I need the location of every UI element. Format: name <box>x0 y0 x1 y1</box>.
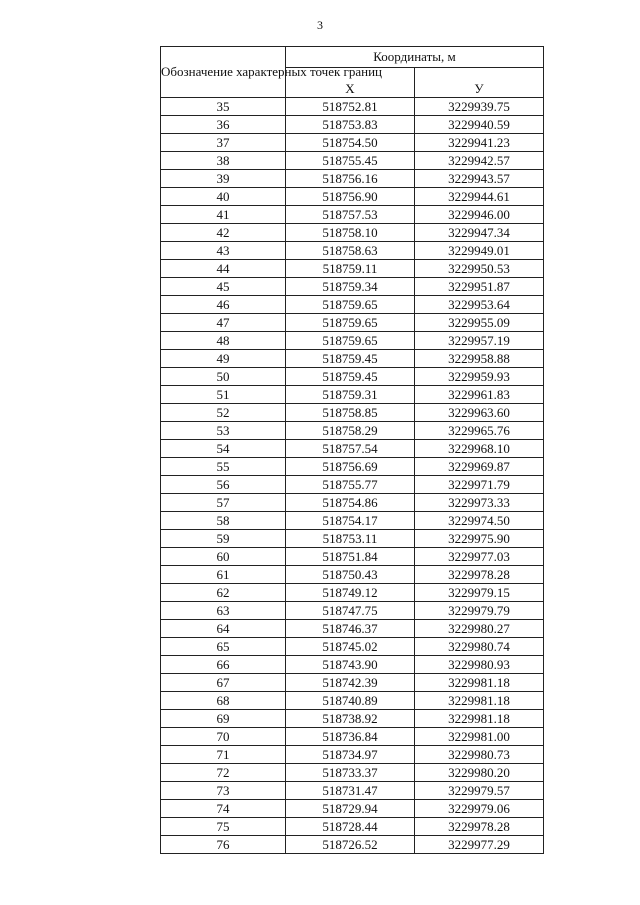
table-row <box>161 134 544 152</box>
point-number-cell: 40 <box>161 188 286 206</box>
y-coordinate-cell: 3229981.18 <box>415 710 544 728</box>
x-coordinate-cell: 518738.92 <box>286 710 415 728</box>
y-coordinate-cell: 3229961.83 <box>415 386 544 404</box>
y-coordinate-cell: 3229980.74 <box>415 638 544 656</box>
x-coordinate-cell: 518745.02 <box>286 638 415 656</box>
table-row <box>161 800 544 818</box>
point-number-cell: 47 <box>161 314 286 332</box>
table-row <box>161 728 544 746</box>
x-coordinate-cell: 518729.94 <box>286 800 415 818</box>
y-coordinate-cell: 3229939.75 <box>415 98 544 116</box>
point-number-cell: 53 <box>161 422 286 440</box>
y-coordinate-cell: 3229950.53 <box>415 260 544 278</box>
x-coordinate-cell: 518753.11 <box>286 530 415 548</box>
point-number-cell: 50 <box>161 368 286 386</box>
y-coordinate-cell: 3229971.79 <box>415 476 544 494</box>
x-coordinate-cell: 518759.34 <box>286 278 415 296</box>
x-coordinate-cell: 518746.37 <box>286 620 415 638</box>
y-coordinate-cell: 3229979.57 <box>415 782 544 800</box>
y-coordinate-cell: 3229977.29 <box>415 836 544 854</box>
page-number: 3 <box>317 18 323 32</box>
y-coordinate-cell: 3229940.59 <box>415 116 544 134</box>
point-number-cell: 37 <box>161 134 286 152</box>
y-coordinate-cell: 3229981.18 <box>415 692 544 710</box>
y-coordinate-cell: 3229958.88 <box>415 350 544 368</box>
x-coordinate-cell: 518753.83 <box>286 116 415 134</box>
x-coordinate-cell: 518759.45 <box>286 350 415 368</box>
table-row <box>161 152 544 170</box>
x-coordinate-cell: 518757.54 <box>286 440 415 458</box>
table-row <box>161 548 544 566</box>
point-number-cell: 56 <box>161 476 286 494</box>
table-row <box>161 224 544 242</box>
point-number-cell: 55 <box>161 458 286 476</box>
point-number-cell: 63 <box>161 602 286 620</box>
point-number-cell: 61 <box>161 566 286 584</box>
y-coordinate-cell: 3229942.57 <box>415 152 544 170</box>
y-coordinate-cell: 3229963.60 <box>415 404 544 422</box>
x-coordinate-cell: 518754.86 <box>286 494 415 512</box>
x-coordinate-cell: 518731.47 <box>286 782 415 800</box>
y-coordinate-cell: 3229981.00 <box>415 728 544 746</box>
point-number-cell: 54 <box>161 440 286 458</box>
point-number-cell: 43 <box>161 242 286 260</box>
table-row <box>161 836 544 854</box>
x-coordinate-cell: 518742.39 <box>286 674 415 692</box>
point-number-cell: 38 <box>161 152 286 170</box>
point-number-cell: 41 <box>161 206 286 224</box>
table-row <box>161 206 544 224</box>
table-header <box>161 47 544 98</box>
y-coordinate-cell: 3229975.90 <box>415 530 544 548</box>
point-number-cell: 75 <box>161 818 286 836</box>
table-row <box>161 350 544 368</box>
x-coordinate-cell: 518759.31 <box>286 386 415 404</box>
table-row <box>161 278 544 296</box>
x-coordinate-cell: 518736.84 <box>286 728 415 746</box>
point-number-cell: 49 <box>161 350 286 368</box>
point-number-cell: 74 <box>161 800 286 818</box>
x-coordinate-cell: 518755.77 <box>286 476 415 494</box>
x-coordinate-cell: 518733.37 <box>286 764 415 782</box>
x-coordinate-cell: 518759.65 <box>286 314 415 332</box>
table-row <box>161 332 544 350</box>
point-number-cell: 48 <box>161 332 286 350</box>
table-row <box>161 584 544 602</box>
point-number-cell: 64 <box>161 620 286 638</box>
x-coordinate-cell: 518756.69 <box>286 458 415 476</box>
x-coordinate-cell: 518743.90 <box>286 656 415 674</box>
x-coordinate-cell: 518751.84 <box>286 548 415 566</box>
y-coordinate-cell: 3229959.93 <box>415 368 544 386</box>
table-row <box>161 638 544 656</box>
table-row <box>161 602 544 620</box>
table-row <box>161 458 544 476</box>
x-coordinate-cell: 518758.63 <box>286 242 415 260</box>
point-number-cell: 66 <box>161 656 286 674</box>
y-coordinate-cell: 3229946.00 <box>415 206 544 224</box>
point-number-cell: 71 <box>161 746 286 764</box>
point-number-cell: 60 <box>161 548 286 566</box>
y-coordinate-cell: 3229979.79 <box>415 602 544 620</box>
y-coordinate-cell: 3229953.64 <box>415 296 544 314</box>
x-coordinate-cell: 518734.97 <box>286 746 415 764</box>
header-x: X <box>286 68 415 98</box>
point-number-cell: 62 <box>161 584 286 602</box>
y-coordinate-cell: 3229968.10 <box>415 440 544 458</box>
y-coordinate-cell: 3229979.06 <box>415 800 544 818</box>
table-row <box>161 818 544 836</box>
point-number-cell: 76 <box>161 836 286 854</box>
x-coordinate-cell: 518750.43 <box>286 566 415 584</box>
y-coordinate-cell: 3229980.27 <box>415 620 544 638</box>
x-coordinate-cell: 518759.11 <box>286 260 415 278</box>
table-row <box>161 692 544 710</box>
point-number-cell: 59 <box>161 530 286 548</box>
table-row <box>161 530 544 548</box>
point-number-cell: 67 <box>161 674 286 692</box>
table-row <box>161 296 544 314</box>
y-coordinate-cell: 3229941.23 <box>415 134 544 152</box>
table-row <box>161 170 544 188</box>
table-row <box>161 314 544 332</box>
point-number-cell: 68 <box>161 692 286 710</box>
table-row <box>161 782 544 800</box>
y-coordinate-cell: 3229969.87 <box>415 458 544 476</box>
x-coordinate-cell: 518757.53 <box>286 206 415 224</box>
header-point-designation: Обозначение характерных точек границ <box>161 47 286 98</box>
x-coordinate-cell: 518756.16 <box>286 170 415 188</box>
y-coordinate-cell: 3229980.93 <box>415 656 544 674</box>
x-coordinate-cell: 518759.65 <box>286 296 415 314</box>
table-row <box>161 368 544 386</box>
x-coordinate-cell: 518758.10 <box>286 224 415 242</box>
table-row <box>161 656 544 674</box>
y-coordinate-cell: 3229957.19 <box>415 332 544 350</box>
table-row <box>161 422 544 440</box>
table-row <box>161 188 544 206</box>
point-number-cell: 52 <box>161 404 286 422</box>
x-coordinate-cell: 518749.12 <box>286 584 415 602</box>
y-coordinate-cell: 3229974.50 <box>415 512 544 530</box>
point-number-cell: 36 <box>161 116 286 134</box>
point-number-cell: 73 <box>161 782 286 800</box>
point-number-cell: 70 <box>161 728 286 746</box>
y-coordinate-cell: 3229951.87 <box>415 278 544 296</box>
table-row <box>161 512 544 530</box>
table-row <box>161 98 544 116</box>
point-number-cell: 46 <box>161 296 286 314</box>
point-number-cell: 58 <box>161 512 286 530</box>
x-coordinate-cell: 518758.85 <box>286 404 415 422</box>
point-number-cell: 35 <box>161 98 286 116</box>
table-row <box>161 566 544 584</box>
y-coordinate-cell: 3229947.34 <box>415 224 544 242</box>
table-row <box>161 674 544 692</box>
point-number-cell: 69 <box>161 710 286 728</box>
header-coordinates: Координаты, м <box>286 47 544 68</box>
y-coordinate-cell: 3229973.33 <box>415 494 544 512</box>
header-row-top <box>161 47 544 68</box>
x-coordinate-cell: 518728.44 <box>286 818 415 836</box>
x-coordinate-cell: 518754.17 <box>286 512 415 530</box>
table-row <box>161 116 544 134</box>
point-number-cell: 57 <box>161 494 286 512</box>
table-row <box>161 404 544 422</box>
table-row <box>161 620 544 638</box>
header-y: У <box>415 68 544 98</box>
x-coordinate-cell: 518759.45 <box>286 368 415 386</box>
table-row <box>161 476 544 494</box>
y-coordinate-cell: 3229949.01 <box>415 242 544 260</box>
y-coordinate-cell: 3229979.15 <box>415 584 544 602</box>
point-number-cell: 39 <box>161 170 286 188</box>
point-number-cell: 72 <box>161 764 286 782</box>
table-row <box>161 386 544 404</box>
point-number-cell: 45 <box>161 278 286 296</box>
x-coordinate-cell: 518740.89 <box>286 692 415 710</box>
y-coordinate-cell: 3229955.09 <box>415 314 544 332</box>
table-row <box>161 242 544 260</box>
y-coordinate-cell: 3229944.61 <box>415 188 544 206</box>
point-number-cell: 51 <box>161 386 286 404</box>
x-coordinate-cell: 518754.50 <box>286 134 415 152</box>
y-coordinate-cell: 3229977.03 <box>415 548 544 566</box>
y-coordinate-cell: 3229981.18 <box>415 674 544 692</box>
table-row <box>161 440 544 458</box>
y-coordinate-cell: 3229980.20 <box>415 764 544 782</box>
table-row <box>161 710 544 728</box>
table-row <box>161 260 544 278</box>
x-coordinate-cell: 518726.52 <box>286 836 415 854</box>
y-coordinate-cell: 3229980.73 <box>415 746 544 764</box>
table-row <box>161 494 544 512</box>
table-row <box>161 746 544 764</box>
point-number-cell: 65 <box>161 638 286 656</box>
y-coordinate-cell: 3229978.28 <box>415 566 544 584</box>
x-coordinate-cell: 518755.45 <box>286 152 415 170</box>
y-coordinate-cell: 3229943.57 <box>415 170 544 188</box>
y-coordinate-cell: 3229965.76 <box>415 422 544 440</box>
y-coordinate-cell: 3229978.28 <box>415 818 544 836</box>
x-coordinate-cell: 518758.29 <box>286 422 415 440</box>
table-body <box>161 98 544 854</box>
table-row <box>161 764 544 782</box>
x-coordinate-cell: 518756.90 <box>286 188 415 206</box>
x-coordinate-cell: 518759.65 <box>286 332 415 350</box>
x-coordinate-cell: 518752.81 <box>286 98 415 116</box>
coordinates-table <box>160 46 544 854</box>
point-number-cell: 42 <box>161 224 286 242</box>
point-number-cell: 44 <box>161 260 286 278</box>
x-coordinate-cell: 518747.75 <box>286 602 415 620</box>
